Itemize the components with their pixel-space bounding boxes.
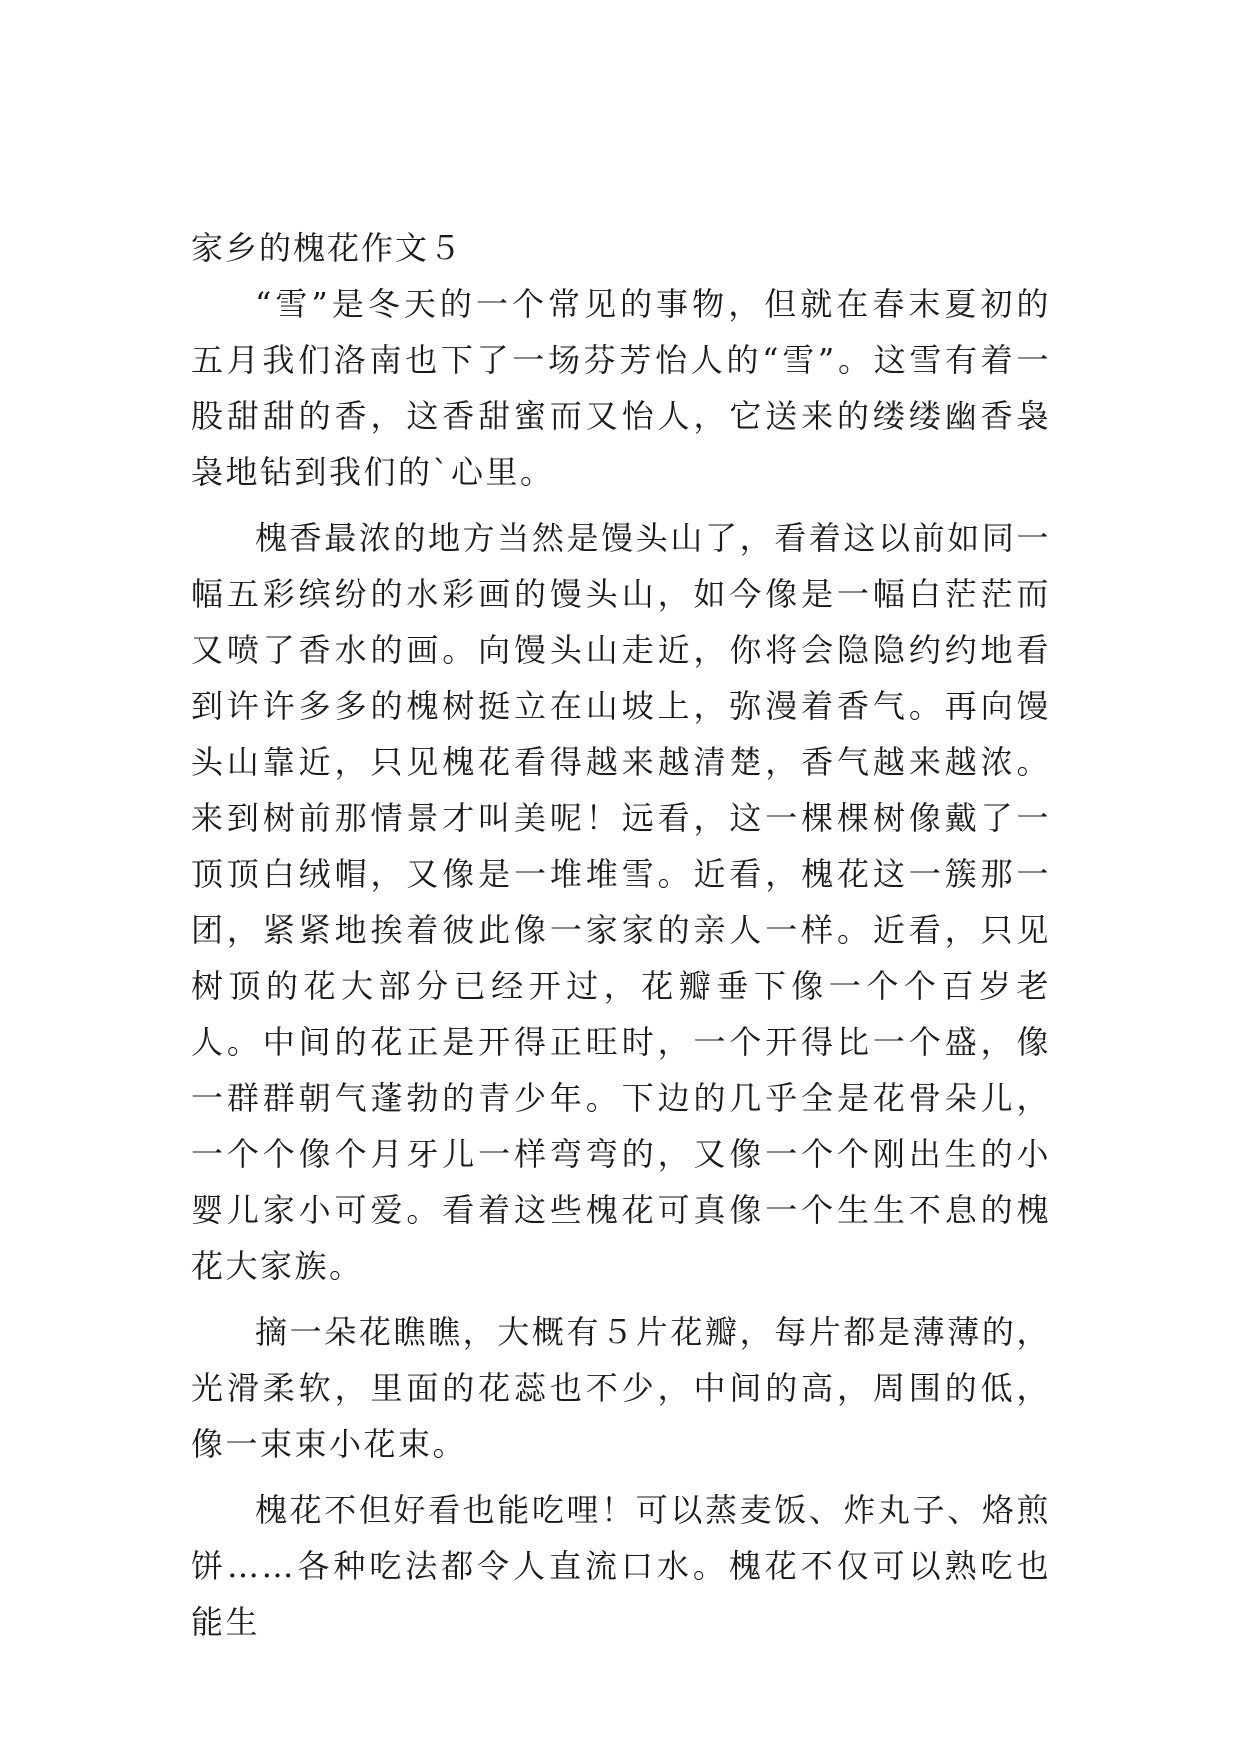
paragraph-2: 槐香最浓的地方当然是馒头山了，看着这以前如同一幅五彩缤纷的水彩画的馒头山，如今像是一幅白茫茫而又喷了香水的画。向馒头山走近，你将会隐隐约约地看到许许多多的槐树挺立在山坡上，弥漫着香气。再向馒头山靠近，只见槐花看得越来越清楚，香气越来越浓。来到树前那情景才叫美呢！远看，这一棵棵树像戴了一顶顶白绒帽，又像是一堆堆雪。近看，槐花这一簇那一团，紧紧地挨着彼此像一家家的亲人一样。近看，只见树顶的花大部分已经开过，花瓣垂下像一个个百岁老人。中间的花正是开得正旺时，一个开得比一个盛，像一群群朝气蓬勃的青少年。下边的几乎全是花骨朵儿，一个个像个月牙儿一样弯弯的，又像一个个刚出生的小婴儿家小可爱。看着这些槐花可真像一个生生不息的槐花大家族。 <box>191 519 1051 1285</box>
paragraph-3: 摘一朵花瞧瞧，大概有５片花瓣，每片都是薄薄的，光滑柔软，里面的花蕊也不少，中间的高，周围的低，像一束束小花束。 <box>191 1313 1051 1463</box>
document-body <box>191 220 1051 1650</box>
document-title: 家乡的槐花作文５ <box>191 229 464 267</box>
paragraph-1: “雪”是冬天的一个常见的事物，但就在春末夏初的五月我们洛南也下了一场芬芳怡人的“雪”。这雪有着一股甜甜的香，这香甜蜜而又怡人，它送来的缕缕幽香袅袅地钻到我们的`心里。 <box>191 285 1051 491</box>
paragraph-4: 槐花不但好看也能吃哩！可以蒸麦饭、炸丸子、烙煎饼……各种吃法都令人直流口水。槐花不仅可以熟吃也能生 <box>191 1491 1051 1641</box>
